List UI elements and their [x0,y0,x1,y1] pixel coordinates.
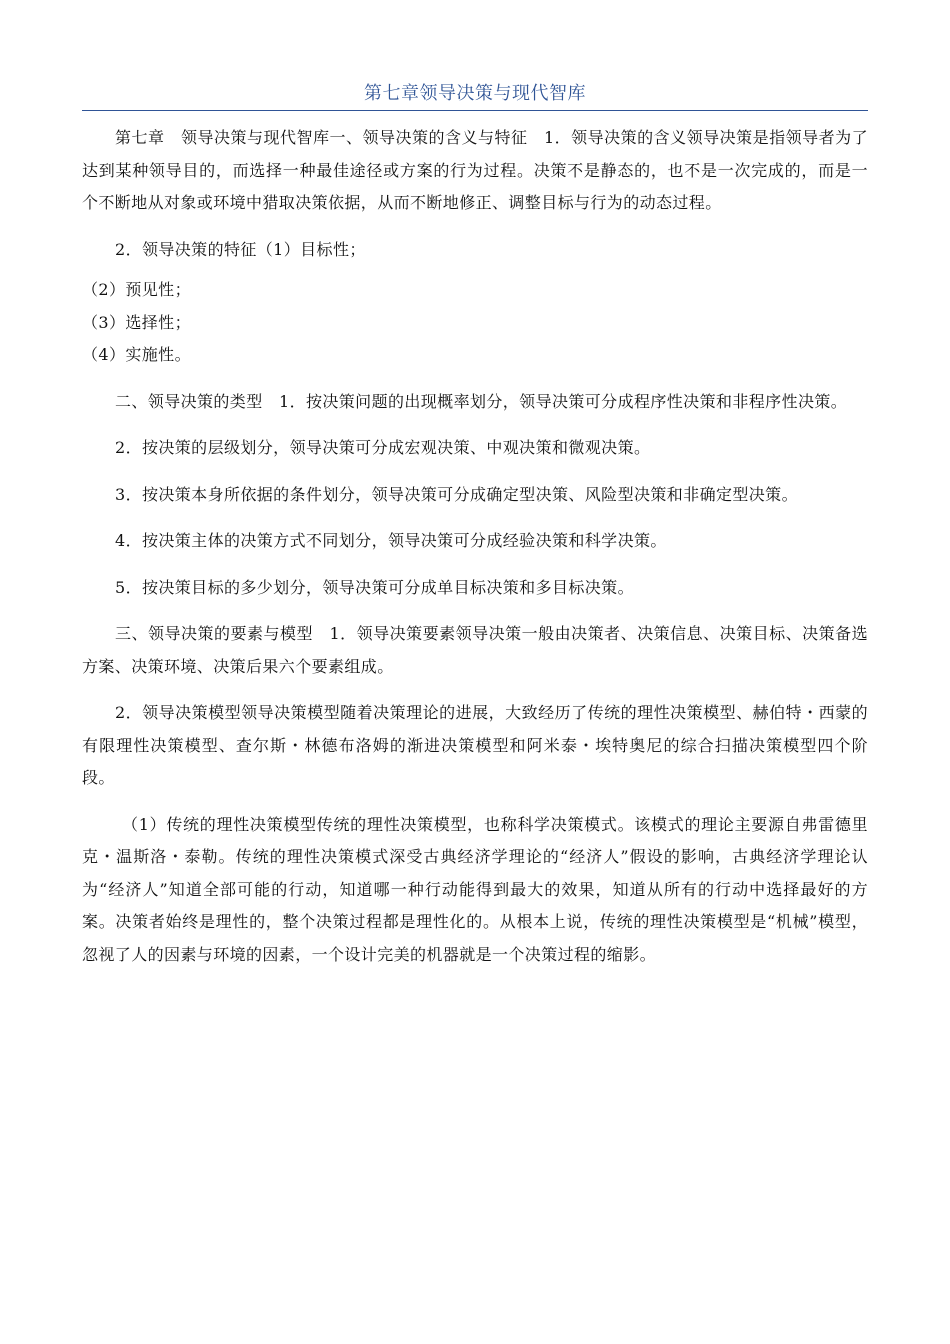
paragraph-models: 2．领导决策模型领导决策模型随着决策理论的进展，大致经历了传统的理性决策模型、赫伯特・西蒙的有限理性决策模型、查尔斯・林德布洛姆的渐进决策模型和阿米泰・埃特奥尼的综合扫描决策模型四个阶段。 [82,703,868,787]
paragraph-type-5: 5．按决策目标的多少划分，领导决策可分成单目标决策和多目标决策。 [115,577,634,597]
paragraph-elements: 三、领导决策的要素与模型 1．领导决策要素领导决策一般由决策者、决策信息、决策目标、决策备选方案、决策环境、决策后果六个要素组成。 [82,624,868,676]
paragraph-type-2: 2．按决策的层级划分，领导决策可分成宏观决策、中观决策和微观决策。 [115,438,651,457]
feature-item: （3）选择性； [82,312,191,332]
feature-item: （2）预见性； [82,280,191,299]
document-title: 第七章领导决策与现代智库 [364,83,586,104]
page-header [82,82,868,111]
paragraph-types: 二、领导决策的类型 1．按决策问题的出现概率划分，领导决策可分成程序性决策和非程序性决策。 [115,391,848,411]
document-body [82,122,868,971]
feature-item: （4）实施性。 [82,345,191,364]
paragraph-features: 2．领导决策的特征（1）目标性； [115,239,366,259]
paragraph-definition: 第七章 领导决策与现代智库一、领导决策的含义与特征 1．领导决策的含义领导决策是指领导者为了达到某种领导目的，而选择一种最佳途径或方案的行为过程。决策不是静态的，也不是一次完成的，而是一个不断地从对象或环境中猎取决策依据，从而不断地修正、调整目标与行为的动态过程。 [82,128,868,212]
paragraph-type-3: 3．按决策本身所依据的条件划分，领导决策可分成确定型决策、风险型决策和非确定型决策。 [115,484,798,504]
paragraph-type-4: 4．按决策主体的决策方式不同划分，领导决策可分成经验决策和科学决策。 [115,531,667,550]
paragraph-rational-model: （1）传统的理性决策模型传统的理性决策模型，也称科学决策模式。该模式的理论主要源自弗雷德里克・温斯洛・泰勒。传统的理性决策模式深受古典经济学理论的“经济人”假设的影响，古典经济学理论认为“经济人”知道全部可能的行动，知道哪一种行动能得到最大的效果，知道从所有的行动中选择最好的方案。决策者始终是理性的，整个决策过程都是理性化的。从根本上说，传统的理性决策模型是“机械”模型，忽视了人的因素与环境的因素，一个设计完美的机器就是一个决策过程的缩影。 [82,814,868,964]
